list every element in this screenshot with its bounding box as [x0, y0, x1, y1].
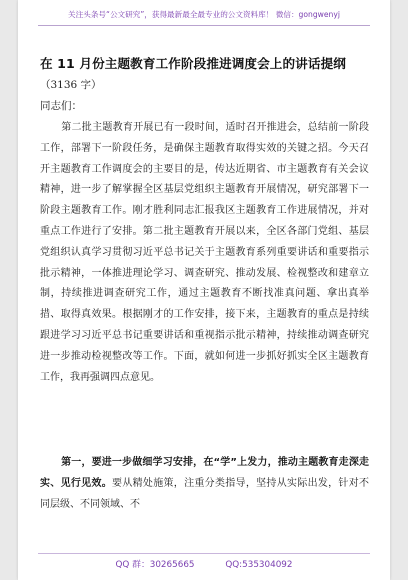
word-count: （3136 字）: [40, 79, 102, 91]
paragraph-text: 第二批主题教育开展已有一段时间，适时召开推进会，总结前一阶段工作，部署下一阶段任务，是确保主题教育取得实效的关键之招。今天召开主题教育工作调度会的主要目的是，传达近期省、市主题教育有关会议精神，进一步了解掌握全区基层党组织主题教育开展情况，研究部署下一阶段主题教育工作。刚才胜利同志汇报我区主题教育工作进展情况，并对重点工作进行了安排。第二批主题教育开展以来，全区各部门党组、基层党组织认真学习贯彻习近平总书记关于主题教育系列重要讲话和重要指示批示精神，一体推进理论学习、调查研究、推动发展、检视整改和建章立制，持续推进调查研究工作，通过主题教育不断找准真问题、拿出真举措、取得真效果。根据刚才的工作安排，接下来，主题教育的重点是持续跟进学习习近平总书记重要讲话和重视指示批示精神，持续推动调查研究进一步推动检视整改等工作。下面，就如何进一步抓好抓实全区主题教育工作，我再强调四点意见。: [40, 122, 369, 383]
section-paragraph: [40, 453, 369, 515]
page-header: [18, 0, 390, 36]
footer-qq: QQ:535304092: [225, 560, 293, 570]
header-divider: [38, 25, 370, 26]
footer-divider: [38, 553, 370, 554]
section-text: 要从精处施策，注重分类指导，坚持从实际出发，针对不同层级、不同领域、不: [40, 477, 370, 510]
document-page: [18, 0, 390, 580]
header-promo-text: 关注头条号“公文研究”，获得最新最全最专业的公文资料库！ 微信：gongwenyj: [68, 10, 340, 19]
section-heading: 第一，要进一步做细学习安排，在“学”上发力，推动主题教育走深走实、见行见效。: [40, 457, 369, 489]
page-footer: [18, 557, 390, 570]
body-paragraph: [40, 118, 369, 388]
greeting: 同志们：: [40, 100, 82, 112]
footer-qq-group: QQ 群：30265665: [115, 560, 195, 570]
document-title: 在 11 月份主题教育工作阶段推进调度会上的讲话提纲: [40, 56, 346, 71]
